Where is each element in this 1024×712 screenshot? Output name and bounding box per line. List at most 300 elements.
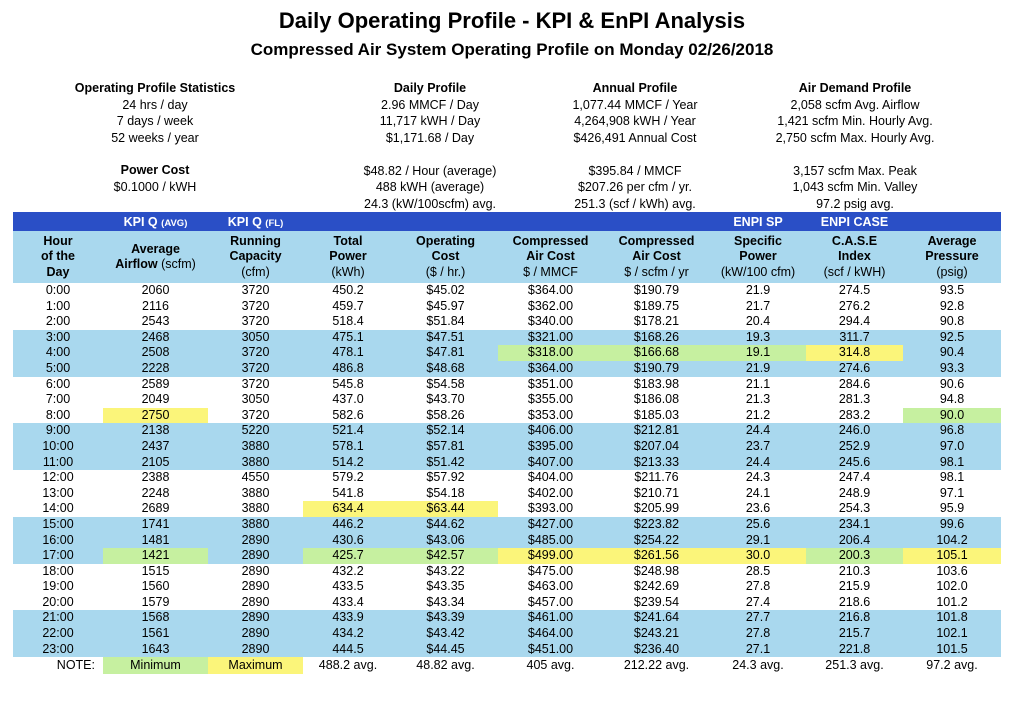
enpi-sp-label: ENPI SP (710, 212, 806, 231)
cell-cost: $43.70 (426, 392, 465, 407)
stat-line: $426,491 Annual Cost (573, 130, 697, 145)
table-row (13, 314, 1001, 330)
cell-case-index: 311.7 (806, 330, 903, 346)
cell-cost: $47.81 (393, 345, 498, 361)
stat-line: $395.84 / MMCF (588, 163, 682, 178)
cell-pressure: 98.1 (939, 470, 965, 485)
table-row (13, 548, 1001, 564)
cell-airflow: 1741 (103, 517, 208, 533)
col-header-case-index: C.A.S.E Index (scf / kWH) (806, 231, 903, 283)
avg-air-cost-scfm: 212.22 avg. (623, 658, 690, 673)
cell-airflow: 2388 (141, 470, 170, 485)
cell-airflow: 2437 (103, 439, 208, 455)
table-row (13, 455, 1001, 471)
cell-case-index: 206.4 (806, 533, 903, 549)
stat-line: 488 kWH (average) (375, 180, 485, 194)
table-row (13, 408, 1001, 424)
cell-pressure: 95.9 (939, 501, 965, 516)
cell-pressure: 92.8 (939, 298, 965, 313)
cell-cost: $43.06 (393, 533, 498, 549)
cell-case-index: 274.6 (806, 361, 903, 377)
cell-air-cost-scfm: $183.98 (633, 376, 680, 391)
table-row (13, 283, 1001, 299)
cell-hour: 19:00 (42, 579, 74, 594)
cell-hour: 14:00 (42, 501, 74, 516)
cell-power: 545.8 (332, 376, 364, 391)
cell-power: 579.2 (332, 470, 364, 485)
cell-pressure: 105.1 (903, 548, 1001, 564)
cell-air-cost-mmcf: $321.00 (498, 330, 603, 346)
cell-pressure: 90.6 (939, 376, 965, 391)
cell-airflow: 2468 (103, 330, 208, 346)
cell-air-cost-scfm: $207.04 (603, 439, 710, 455)
cell-capacity: 2890 (208, 548, 303, 564)
cell-air-cost-mmcf: $463.00 (527, 579, 574, 594)
cell-capacity: 2890 (241, 579, 270, 594)
enpi-case-label: ENPI CASE (806, 212, 903, 231)
operating-profile-stats (50, 80, 260, 146)
cell-specific-power: 24.3 (745, 470, 771, 485)
cell-air-cost-scfm: $236.40 (603, 642, 710, 658)
cell-air-cost-mmcf: $475.00 (527, 563, 574, 578)
cell-cost: $57.81 (393, 439, 498, 455)
cell-specific-power: 20.4 (745, 314, 771, 329)
cell-airflow: 2116 (142, 298, 169, 313)
cell-cost: $42.57 (393, 548, 498, 564)
cell-case-index: 200.3 (806, 548, 903, 564)
cell-air-cost-scfm: $166.68 (603, 345, 710, 361)
cell-hour: 12:00 (42, 470, 74, 485)
cell-case-index: 247.4 (838, 470, 871, 485)
avg-specific-power: 24.3 avg. (732, 658, 784, 673)
cell-specific-power: 24.1 (745, 485, 771, 500)
cell-air-cost-mmcf: $485.00 (498, 533, 603, 549)
avg-air-cost-mmcf: 405 avg. (526, 658, 575, 673)
profile-table (13, 212, 1001, 674)
annual-profile-heading: Annual Profile (592, 81, 678, 95)
cell-specific-power: 21.9 (745, 283, 771, 297)
cell-capacity: 3880 (208, 517, 303, 533)
cell-air-cost-scfm: $189.75 (633, 298, 680, 313)
cell-case-index: 252.9 (806, 439, 903, 455)
cell-pressure: 98.1 (903, 455, 1001, 471)
cell-power: 444.5 (303, 642, 393, 658)
cell-hour: 9:00 (13, 423, 103, 439)
cell-power: 521.4 (303, 423, 393, 439)
cell-specific-power: 28.5 (745, 563, 771, 578)
cell-pressure: 101.2 (936, 594, 968, 609)
cell-specific-power: 27.8 (745, 579, 771, 594)
cell-capacity: 2890 (241, 594, 270, 609)
cell-hour: 1:00 (45, 298, 71, 313)
cell-air-cost-scfm: $186.08 (633, 392, 680, 407)
cell-airflow: 1643 (103, 642, 208, 658)
stat-line: 97.2 psig avg. (816, 196, 894, 211)
cell-capacity: 3880 (241, 501, 270, 516)
cell-airflow: 2105 (103, 455, 208, 471)
column-header-row (13, 231, 1001, 283)
cell-cost: $54.58 (426, 376, 465, 391)
kpi-empty-cell (498, 212, 603, 231)
cell-hour: 15:00 (13, 517, 103, 533)
cell-air-cost-scfm: $212.81 (603, 423, 710, 439)
cell-cost: $44.62 (393, 517, 498, 533)
col-header-pressure: Average Pressure (psig) (903, 231, 1001, 283)
maximum-legend: Maximum (208, 657, 303, 674)
stat-line: 7 days / week (116, 114, 194, 128)
cell-specific-power: 27.4 (745, 594, 771, 609)
kpi-q-avg-label: KPI Q (AVG) (103, 212, 208, 231)
cell-specific-power: 25.6 (710, 517, 806, 533)
stat-line: 24.3 (kW/100scfm) avg. (364, 196, 496, 211)
cell-hour: 2:00 (45, 314, 71, 329)
cell-power: 486.8 (303, 361, 393, 377)
operating-profile-heading: Operating Profile Statistics (74, 81, 236, 95)
cell-power: 475.1 (303, 330, 393, 346)
cell-pressure: 104.2 (903, 533, 1001, 549)
spacer (330, 146, 530, 163)
cell-capacity: 3720 (241, 298, 270, 313)
cell-pressure: 102.0 (936, 579, 968, 594)
table-row (13, 642, 1001, 658)
stat-line: 2,750 scfm Max. Hourly Avg. (775, 130, 935, 145)
cell-airflow: 2508 (103, 345, 208, 361)
col-header-cost: Operating Cost ($ / hr.) (393, 231, 498, 283)
cell-air-cost-scfm: $185.03 (633, 407, 680, 422)
cell-cost: $57.92 (426, 470, 465, 485)
cell-air-cost-mmcf: $461.00 (498, 610, 603, 626)
cell-hour: 20:00 (42, 594, 74, 609)
cell-case-index: 246.0 (806, 423, 903, 439)
cell-pressure: 101.8 (903, 610, 1001, 626)
cell-air-cost-mmcf: $351.00 (527, 376, 574, 391)
cell-air-cost-scfm: $241.64 (603, 610, 710, 626)
power-cost-heading: Power Cost (120, 163, 190, 177)
table-row (13, 610, 1001, 626)
cell-air-cost-mmcf: $427.00 (498, 517, 603, 533)
cell-hour: 22:00 (13, 626, 103, 642)
cell-pressure: 97.1 (939, 485, 965, 500)
table-row (13, 626, 1001, 642)
cell-case-index: 216.8 (806, 610, 903, 626)
cell-hour: 18:00 (42, 563, 74, 578)
cell-capacity: 4550 (241, 470, 270, 485)
cell-case-index: 215.7 (806, 626, 903, 642)
cell-air-cost-scfm: $205.99 (633, 501, 680, 516)
cell-air-cost-scfm: $211.76 (634, 470, 679, 485)
cell-airflow: 1560 (141, 579, 170, 594)
cell-pressure: 101.5 (903, 642, 1001, 658)
cell-air-cost-mmcf: $393.00 (527, 501, 574, 516)
cell-hour: 21:00 (13, 610, 103, 626)
table-row (13, 470, 1001, 486)
cell-air-cost-scfm: $168.26 (603, 330, 710, 346)
stat-line: $1,171.68 / Day (385, 130, 475, 145)
note-label: NOTE: (56, 658, 95, 673)
avg-pressure: 97.2 avg. (926, 658, 978, 673)
kpi-empty-cell (603, 212, 710, 231)
cell-case-index: 218.6 (838, 594, 871, 609)
cell-air-cost-scfm: $213.33 (603, 455, 710, 471)
cell-specific-power: 27.1 (710, 642, 806, 658)
cell-air-cost-scfm: $210.71 (633, 485, 680, 500)
cell-specific-power: 21.7 (745, 298, 771, 313)
table-row (13, 517, 1001, 533)
cell-case-index: 234.1 (806, 517, 903, 533)
cell-capacity: 3720 (241, 314, 270, 329)
cell-pressure: 90.4 (903, 345, 1001, 361)
cell-case-index: 274.5 (838, 283, 871, 297)
cell-specific-power: 21.2 (745, 407, 771, 422)
cell-hour: 16:00 (13, 533, 103, 549)
cell-air-cost-scfm: $242.69 (633, 579, 680, 594)
stat-line: 4,264,908 kWH / Year (574, 114, 696, 128)
table-row (13, 423, 1001, 439)
cell-cost: $51.84 (426, 314, 465, 329)
kpi-empty-cell (303, 212, 393, 231)
cell-cost: $43.35 (426, 579, 465, 594)
cell-specific-power: 27.7 (710, 610, 806, 626)
cell-air-cost-mmcf: $406.00 (498, 423, 603, 439)
cell-air-cost-mmcf: $318.00 (498, 345, 603, 361)
stat-line: 1,421 scfm Min. Hourly Avg. (777, 114, 933, 128)
cell-air-cost-mmcf: $364.00 (527, 283, 574, 297)
cell-air-cost-scfm: $248.98 (633, 563, 680, 578)
cell-airflow: 1515 (141, 563, 170, 578)
daily-profile-heading: Daily Profile (393, 81, 467, 95)
cell-air-cost-mmcf: $362.00 (527, 298, 574, 313)
col-header-air-cost-mmcf: Compressed Air Cost $ / MMCF (498, 231, 603, 283)
cell-hour: 13:00 (42, 485, 74, 500)
cell-cost: $43.22 (426, 563, 465, 578)
col-header-hour: Hour of the Day (13, 231, 103, 283)
stat-line: 2.96 MMCF / Day (381, 97, 479, 112)
cell-capacity: 3720 (208, 361, 303, 377)
cell-cost: $43.34 (426, 594, 465, 609)
table-row (13, 579, 1001, 595)
cell-power: 634.4 (303, 501, 393, 517)
cell-airflow: 2589 (141, 376, 170, 391)
cell-case-index: 248.9 (838, 485, 871, 500)
cell-pressure: 96.8 (903, 423, 1001, 439)
cell-air-cost-mmcf: $464.00 (498, 626, 603, 642)
cell-capacity: 3050 (208, 330, 303, 346)
table-row (13, 439, 1001, 455)
report-subtitle: Compressed Air System Operating Profile on Monday 02/26/2018 (250, 40, 774, 59)
cell-power: 514.2 (303, 455, 393, 471)
cell-cost: $43.39 (393, 610, 498, 626)
cell-cost: $45.97 (426, 298, 465, 313)
cell-capacity: 3720 (241, 283, 270, 297)
stat-line: 1,077.44 MMCF / Year (572, 97, 698, 112)
cell-cost: $63.44 (393, 501, 498, 517)
cell-power: 578.1 (303, 439, 393, 455)
cell-power: 459.7 (332, 298, 364, 313)
cell-air-cost-mmcf: $457.00 (527, 594, 574, 609)
stat-line: $0.1000 / kWH (113, 179, 197, 194)
cell-capacity: 2890 (241, 563, 270, 578)
col-header-air-cost-scfm: Compressed Air Cost $ / scfm / yr (603, 231, 710, 283)
kpi-q-fl-label: KPI Q (FL) (208, 212, 303, 231)
table-row (13, 299, 1001, 315)
cell-cost: $48.68 (393, 361, 498, 377)
table-row (13, 501, 1001, 517)
cell-cost: $58.26 (426, 407, 465, 422)
cell-pressure: 92.5 (903, 330, 1001, 346)
cell-airflow: 1481 (103, 533, 208, 549)
cell-case-index: 221.8 (806, 642, 903, 658)
cell-case-index: 281.3 (838, 392, 871, 407)
cell-power: 437.0 (332, 392, 364, 407)
cell-airflow: 2750 (103, 408, 208, 424)
air-demand-heading: Air Demand Profile (798, 81, 912, 95)
cell-hour: 6:00 (45, 376, 71, 391)
stat-line: 24 hrs / day (122, 97, 188, 112)
cell-power: 478.1 (303, 345, 393, 361)
cell-hour: 23:00 (13, 642, 103, 658)
cell-capacity: 5220 (208, 423, 303, 439)
cell-cost: $52.14 (393, 423, 498, 439)
kpi-empty-cell (13, 212, 103, 231)
cell-pressure: 97.0 (903, 439, 1001, 455)
cell-airflow: 2543 (141, 314, 170, 329)
spacer (535, 146, 735, 163)
cell-case-index: 284.6 (838, 376, 871, 391)
cell-airflow: 2689 (141, 501, 170, 516)
cell-power: 432.2 (332, 563, 364, 578)
cell-specific-power: 19.3 (710, 330, 806, 346)
cell-case-index: 276.2 (838, 298, 871, 313)
cell-specific-power: 21.3 (745, 392, 771, 407)
cell-air-cost-mmcf: $395.00 (498, 439, 603, 455)
stat-line: 11,717 kWH / Day (379, 114, 481, 128)
cell-air-cost-mmcf: $407.00 (498, 455, 603, 471)
cell-case-index: 314.8 (806, 345, 903, 361)
kpi-empty-cell (903, 212, 1001, 231)
cell-air-cost-scfm: $239.54 (633, 594, 680, 609)
cell-specific-power: 21.1 (745, 376, 771, 391)
cell-capacity: 2890 (208, 533, 303, 549)
table-row (13, 392, 1001, 408)
cell-capacity: 2890 (208, 642, 303, 658)
cell-air-cost-scfm: $254.22 (603, 533, 710, 549)
cell-air-cost-mmcf: $451.00 (498, 642, 603, 658)
cell-specific-power: 19.1 (710, 345, 806, 361)
cell-specific-power: 21.9 (710, 361, 806, 377)
cell-power: 450.2 (332, 283, 364, 297)
table-row (13, 564, 1001, 580)
spacer (745, 146, 965, 163)
stat-line: 1,043 scfm Min. Valley (792, 180, 918, 194)
avg-case-index: 251.3 avg. (825, 658, 884, 673)
cell-cost: $47.51 (393, 330, 498, 346)
cell-cost: $51.42 (393, 455, 498, 471)
cell-airflow: 2049 (141, 392, 170, 407)
cell-pressure: 99.6 (903, 517, 1001, 533)
col-header-specific-power: Specific Power (kW/100 cfm) (710, 231, 806, 283)
cell-pressure: 103.6 (936, 563, 968, 578)
cell-power: 433.4 (332, 594, 364, 609)
cell-specific-power: 29.1 (710, 533, 806, 549)
cell-pressure: 93.5 (939, 283, 965, 297)
stat-line: $48.82 / Hour (average) (363, 163, 497, 178)
cell-capacity: 3880 (208, 455, 303, 471)
report-title: Daily Operating Profile - KPI & EnPI Analysis (278, 8, 746, 33)
cell-air-cost-mmcf: $353.00 (527, 407, 574, 422)
table-row (13, 486, 1001, 502)
cell-hour: 7:00 (45, 392, 71, 407)
cell-specific-power: 24.4 (710, 423, 806, 439)
note-row (13, 657, 1001, 674)
cell-cost: $54.18 (426, 485, 465, 500)
cell-power: 434.2 (303, 626, 393, 642)
cell-airflow: 2248 (141, 485, 170, 500)
cell-cost: $45.02 (426, 283, 465, 297)
cell-capacity: 3050 (241, 392, 270, 407)
cell-airflow: 1568 (103, 610, 208, 626)
minimum-legend: Minimum (103, 657, 208, 674)
table-row (13, 595, 1001, 611)
stat-line: 2,058 scfm Avg. Airflow (790, 97, 920, 112)
daily-profile-stats (330, 80, 530, 212)
col-header-power: Total Power (kWh) (303, 231, 393, 283)
cell-pressure: 90.0 (903, 408, 1001, 424)
cell-air-cost-mmcf: $402.00 (527, 485, 574, 500)
cell-capacity: 3880 (208, 439, 303, 455)
col-header-capacity: Running Capacity (cfm) (208, 231, 303, 283)
cell-air-cost-mmcf: $364.00 (498, 361, 603, 377)
cell-specific-power: 23.6 (745, 501, 771, 516)
cell-airflow: 1561 (103, 626, 208, 642)
cell-pressure: 90.8 (939, 314, 965, 329)
cell-airflow: 2060 (141, 283, 170, 297)
cell-power: 582.6 (332, 407, 364, 422)
cell-specific-power: 27.8 (710, 626, 806, 642)
cell-power: 433.5 (332, 579, 364, 594)
cell-hour: 3:00 (13, 330, 103, 346)
kpi-header-row (13, 212, 1001, 231)
cell-power: 541.8 (332, 485, 364, 500)
cell-air-cost-scfm: $223.82 (603, 517, 710, 533)
cell-case-index: 254.3 (838, 501, 871, 516)
cell-case-index: 294.4 (838, 314, 871, 329)
table-row (13, 361, 1001, 377)
cell-cost: $43.42 (393, 626, 498, 642)
cell-hour: 17:00 (13, 548, 103, 564)
cell-capacity: 3720 (241, 407, 270, 422)
table-row (13, 377, 1001, 393)
col-header-airflow: Average Airflow (scfm) (103, 231, 208, 283)
cell-airflow: 1421 (103, 548, 208, 564)
cell-case-index: 210.3 (838, 563, 871, 578)
annual-profile-stats (535, 80, 735, 212)
air-demand-profile-stats (745, 80, 965, 212)
cell-hour: 8:00 (45, 407, 71, 422)
cell-specific-power: 30.0 (710, 548, 806, 564)
cell-power: 433.9 (303, 610, 393, 626)
table-row (13, 533, 1001, 549)
cell-hour: 5:00 (13, 361, 103, 377)
cell-airflow: 1579 (141, 594, 170, 609)
cell-air-cost-scfm: $178.21 (633, 314, 680, 329)
cell-capacity: 2890 (208, 626, 303, 642)
cell-power: 518.4 (332, 314, 364, 329)
cell-pressure: 93.3 (903, 361, 1001, 377)
cell-power: 425.7 (303, 548, 393, 564)
table-row (13, 330, 1001, 346)
cell-capacity: 3720 (208, 345, 303, 361)
cell-hour: 4:00 (13, 345, 103, 361)
